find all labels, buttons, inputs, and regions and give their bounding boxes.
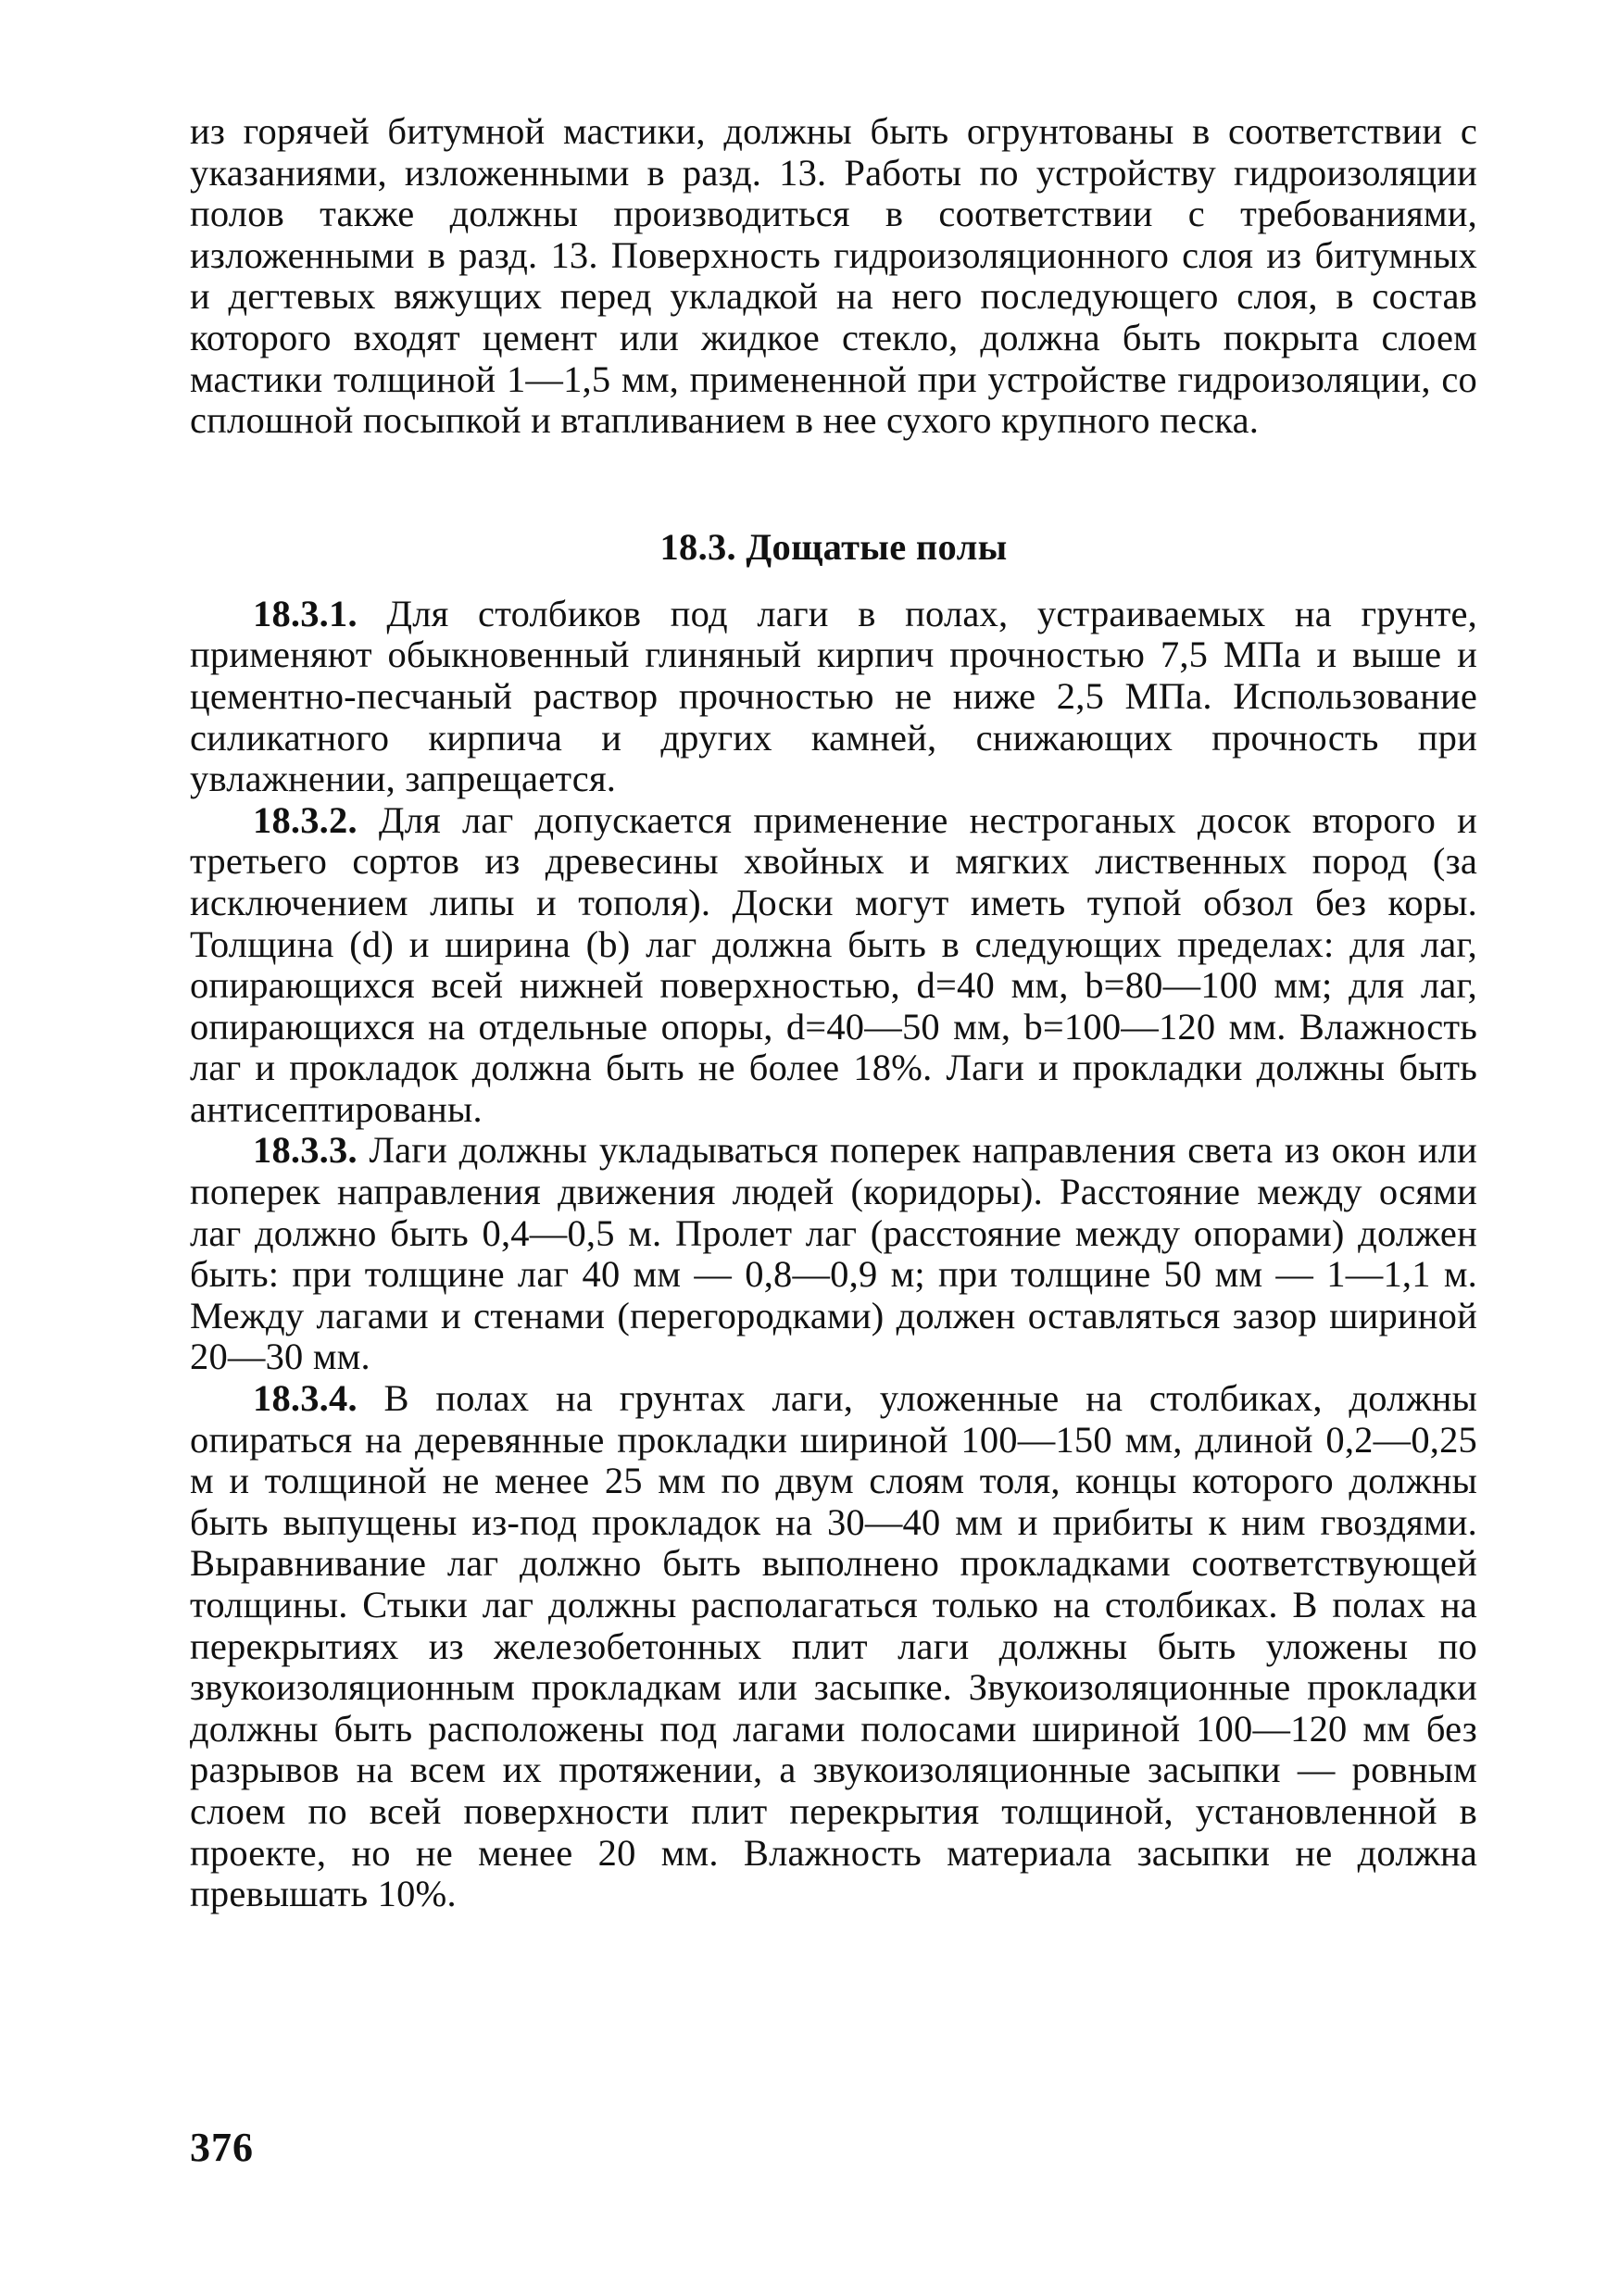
opening-paragraph: из горячей битумной мастики, должны быть огрунтованы в соответствии с указаниями, изложенными в разд. 13. Работы по устройству гидроизоляции полов также должны производиться в соответствии с требованиями, изложенными в разд. 13. Поверхность гидроизоляционного слоя из битумных и дегтевых вяжущих перед укладкой на него последующего слоя, в состав которого входят цемент или жидкое стекло, должна быть покрыта слоем мастики толщиной 1—1,5 мм, примененной при устройстве гидроизоляции, со сплошной посыпкой и втапливанием в нее сухого крупного песка. — [190, 110, 1477, 442]
clause-number: 18.3.1. — [253, 592, 358, 634]
clause-18-3-3 — [190, 1130, 1477, 1378]
clause-18-3-2 — [190, 800, 1477, 1131]
clause-number: 18.3.4. — [253, 1377, 358, 1420]
clause-text: Лаги должны укладываться поперек направления света из окон или поперек направления движения людей (коридоры). Расстояние между осями лаг должно быть 0,4—0,5 м. Пролет лаг (расстояние между опорами) должен быть: при толщине лаг 40 мм — 0,8—0,9 м; при толщине 50 мм — 1—1,1 м. Между лагами и стенами (перегородками) должен оставляться зазор шириной 20—30 мм. — [190, 1129, 1477, 1378]
clause-number: 18.3.3. — [253, 1129, 358, 1172]
clause-18-3-4 — [190, 1378, 1477, 1915]
clause-text: Для лаг допускается применение нестроганых досок второго и третьего сортов из древесины хвойных и мягких лиственных пород (за исключением липы и тополя). Доски могут иметь тупой обзол без коры. Толщина (d) и ширина (b) лаг должна быть в следующих пределах: для лаг, опирающихся всей нижней поверхностью, d=40 мм, b=80—100 мм; для лаг, опирающихся на отдельные опоры, d=40—50 мм, b=100—120 мм. Влажность лаг и прокладок должна быть не более 18%. Лаги и прокладки должны быть антисептированы. — [190, 798, 1478, 1130]
document-page — [190, 111, 1477, 2278]
page-number: 376 — [190, 2125, 254, 2170]
clause-text: Для столбиков под лаги в полах, устраиваемых на грунте, применяют обыкновенный глиняный кирпич прочностью 7,5 МПа и выше и цементно-песчаный раствор прочностью не ниже 2,5 МПа. Использование силикатного кирпича и других камней, снижающих прочность при увлажнении, запрещается. — [190, 592, 1477, 800]
clause-number: 18.3.2. — [253, 798, 358, 841]
section-title: 18.3. Дощатые полы — [659, 525, 1008, 568]
clause-text: В полах на грунтах лаги, уложенные на столбиках, должны опираться на деревянные прокладки шириной 100—150 мм, длиной 0,2—0,25 м и толщиной не менее 25 мм по двум слоям толя, концы которого должны быть выпущены из-под прокладок на 30—40 мм и прибиты к ним гвоздями. Выравнивание лаг должно быть выполнено прокладками соответствующей толщины. Стыки лаг должны располагаться только на столбиках. В полах на перекрытиях из железобетонных плит лаги должны быть уложены по звукоизоляционным прокладкам или засыпке. Звукоизоляционные прокладки должны быть расположены под лагами полосами шириной 100—120 мм без разрывов на всем их протяжении, а звукоизоляционные засыпки — ровным слоем по всей поверхности плит перекрытия толщиной, установленной в проекте, но не менее 20 мм. Влажность материала засыпки не должна превышать 10%. — [190, 1377, 1478, 1915]
clause-18-3-1 — [190, 594, 1477, 800]
